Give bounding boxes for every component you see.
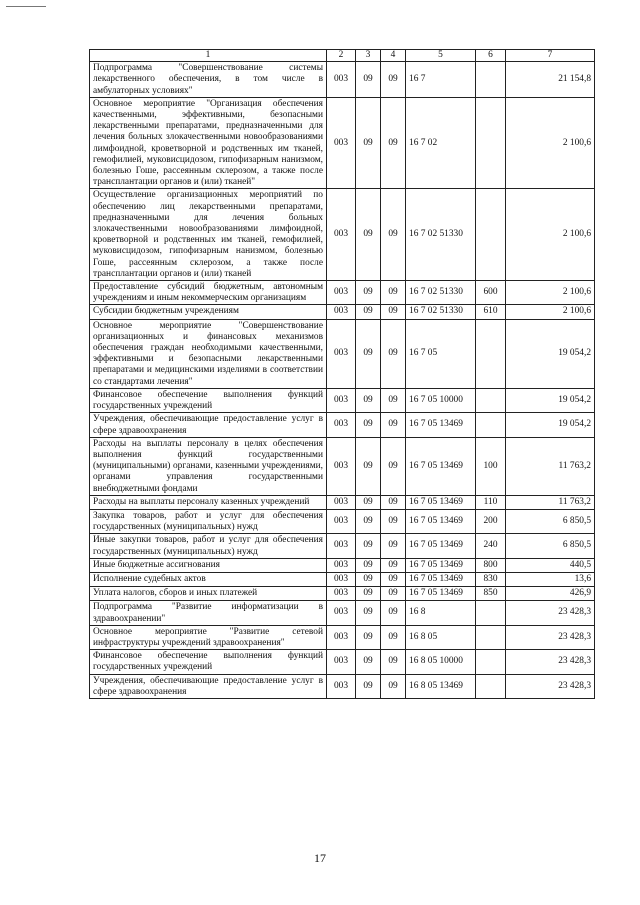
row-rz-code: 09 (356, 650, 381, 674)
row-amount: 13,6 (506, 572, 595, 586)
row-vr-code (476, 650, 506, 674)
row-rz-code: 09 (356, 601, 381, 625)
row-vr-code: 830 (476, 572, 506, 586)
row-rz-code: 09 (356, 305, 381, 319)
header-row (90, 50, 595, 62)
row-pr-code: 09 (381, 572, 406, 586)
row-csr-code: 16 7 05 (406, 319, 476, 388)
row-pr-code: 09 (381, 587, 406, 601)
row-name: Исполнение судебных актов (90, 572, 327, 586)
table-row (90, 587, 595, 601)
row-rz-code: 09 (356, 281, 381, 305)
row-amount: 2 100,6 (506, 305, 595, 319)
table-row (90, 437, 595, 495)
table-row (90, 413, 595, 437)
row-rz-code: 09 (356, 97, 381, 189)
row-gr-code: 003 (327, 625, 356, 649)
row-pr-code: 09 (381, 601, 406, 625)
table-row (90, 281, 595, 305)
row-amount: 440,5 (506, 558, 595, 572)
row-name: Иные бюджетные ассигнования (90, 558, 327, 572)
row-csr-code: 16 7 05 13469 (406, 495, 476, 509)
row-pr-code: 09 (381, 625, 406, 649)
row-csr-code: 16 8 05 13469 (406, 674, 476, 698)
header-cell: 7 (506, 50, 595, 62)
row-name: Основное мероприятие "Совершенствование организационных и финансовых механизмов обеспечения граждан необходимыми качественными, эффективными и безопасными лекарственными препаратами и медицинскими изделиями в соответствии со стандартами лечения" (90, 319, 327, 388)
row-name: Основное мероприятие "Развитие сетевой инфраструктуры учреждений здравоохранения" (90, 625, 327, 649)
row-amount: 19 054,2 (506, 413, 595, 437)
row-csr-code: 16 7 05 13469 (406, 587, 476, 601)
row-pr-code: 09 (381, 650, 406, 674)
table-row (90, 319, 595, 388)
row-gr-code: 003 (327, 587, 356, 601)
row-vr-code (476, 413, 506, 437)
table-row (90, 388, 595, 412)
row-name: Учреждения, обеспечивающие предоставление услуг в сфере здравоохранения (90, 413, 327, 437)
row-gr-code: 003 (327, 674, 356, 698)
row-rz-code: 09 (356, 189, 381, 281)
row-csr-code: 16 7 05 10000 (406, 388, 476, 412)
row-gr-code: 003 (327, 509, 356, 533)
row-name: Иные закупки товаров, работ и услуг для обеспечения государственных (муниципальных) нужд (90, 534, 327, 558)
row-csr-code: 16 7 05 13469 (406, 413, 476, 437)
header-cell: 6 (476, 50, 506, 62)
table-row (90, 625, 595, 649)
row-name: Финансовое обеспечение выполнения функций государственных учреждений (90, 388, 327, 412)
row-vr-code (476, 319, 506, 388)
header-cell: 1 (90, 50, 327, 62)
row-name: Расходы на выплаты персоналу казенных учреждений (90, 495, 327, 509)
row-amount: 23 428,3 (506, 650, 595, 674)
row-pr-code: 09 (381, 674, 406, 698)
row-amount: 11 763,2 (506, 437, 595, 495)
row-amount: 6 850,5 (506, 534, 595, 558)
row-rz-code: 09 (356, 674, 381, 698)
row-gr-code: 003 (327, 388, 356, 412)
row-rz-code: 09 (356, 534, 381, 558)
row-amount: 11 763,2 (506, 495, 595, 509)
row-gr-code: 003 (327, 650, 356, 674)
row-gr-code: 003 (327, 305, 356, 319)
row-csr-code: 16 7 05 13469 (406, 437, 476, 495)
row-pr-code: 09 (381, 495, 406, 509)
row-rz-code: 09 (356, 625, 381, 649)
row-name: Предоставление субсидий бюджетным, автономным учреждениям и иным некоммерческим организациям (90, 281, 327, 305)
header-cell: 5 (406, 50, 476, 62)
row-name: Учреждения, обеспечивающие предоставление услуг в сфере здравоохранения (90, 674, 327, 698)
header-cell: 2 (327, 50, 356, 62)
row-amount: 6 850,5 (506, 509, 595, 533)
row-vr-code: 110 (476, 495, 506, 509)
row-amount: 23 428,3 (506, 601, 595, 625)
table-row (90, 62, 595, 98)
row-name: Основное мероприятие "Организация обеспечения качественными, эффективными, безопасными лекарственными препаратами, предназначенными для лечения больных злокачественными новообразованиями лимфоидной, кроветворной и родственных им тканей, гемофилией, муковисцидозом, гипофизарным нанизмом, болезнью Гоше, рассеянным склерозом, а также после трансплантации органов и (или) тканей" (90, 97, 327, 189)
table-row (90, 601, 595, 625)
row-name: Подпрограмма "Развитие информатизации в здравоохранении" (90, 601, 327, 625)
row-name: Осуществление организационных мероприятий по обеспечению лиц лекарственными препаратами, предназначенными для лечения больных злокачественными новообразованиями лимфоидной, кроветворной и родственных им тканей, гемофилией, муковисцидозом, гипофизарным нанизмом, болезнью Гоше, рассеянным склерозом, а также после трансплантации органов и (или) тканей (90, 189, 327, 281)
row-pr-code: 09 (381, 388, 406, 412)
row-rz-code: 09 (356, 62, 381, 98)
row-vr-code: 200 (476, 509, 506, 533)
header-cell: 3 (356, 50, 381, 62)
row-amount: 19 054,2 (506, 319, 595, 388)
row-rz-code: 09 (356, 413, 381, 437)
row-gr-code: 003 (327, 62, 356, 98)
row-csr-code: 16 8 05 (406, 625, 476, 649)
row-vr-code (476, 601, 506, 625)
row-vr-code: 600 (476, 281, 506, 305)
row-gr-code: 003 (327, 601, 356, 625)
row-pr-code: 09 (381, 534, 406, 558)
header-cell: 4 (381, 50, 406, 62)
table-row (90, 572, 595, 586)
row-rz-code: 09 (356, 587, 381, 601)
row-amount: 2 100,6 (506, 281, 595, 305)
row-gr-code: 003 (327, 437, 356, 495)
row-rz-code: 09 (356, 319, 381, 388)
row-gr-code: 003 (327, 413, 356, 437)
row-pr-code: 09 (381, 509, 406, 533)
table-row (90, 97, 595, 189)
row-amount: 19 054,2 (506, 388, 595, 412)
row-pr-code: 09 (381, 305, 406, 319)
row-pr-code: 09 (381, 413, 406, 437)
budget-table (89, 49, 595, 699)
row-rz-code: 09 (356, 558, 381, 572)
row-amount: 23 428,3 (506, 625, 595, 649)
row-rz-code: 09 (356, 572, 381, 586)
row-csr-code: 16 7 05 13469 (406, 558, 476, 572)
row-csr-code: 16 7 05 13469 (406, 572, 476, 586)
row-vr-code: 100 (476, 437, 506, 495)
row-gr-code: 003 (327, 534, 356, 558)
row-pr-code: 09 (381, 319, 406, 388)
row-vr-code (476, 674, 506, 698)
page-number: 17 (314, 851, 326, 865)
table-row (90, 495, 595, 509)
row-amount: 2 100,6 (506, 189, 595, 281)
table-row (90, 189, 595, 281)
table-row (90, 509, 595, 533)
row-pr-code: 09 (381, 558, 406, 572)
row-name: Подпрограмма "Совершенствование системы лекарственного обеспечения, в том числе в амбулаторных условиях" (90, 62, 327, 98)
row-vr-code (476, 625, 506, 649)
row-vr-code: 240 (476, 534, 506, 558)
row-gr-code: 003 (327, 495, 356, 509)
row-gr-code: 003 (327, 558, 356, 572)
row-pr-code: 09 (381, 437, 406, 495)
row-rz-code: 09 (356, 509, 381, 533)
row-gr-code: 003 (327, 319, 356, 388)
row-vr-code (476, 189, 506, 281)
scan-mark (6, 6, 46, 7)
row-pr-code: 09 (381, 189, 406, 281)
table-row (90, 674, 595, 698)
row-csr-code: 16 7 02 51330 (406, 189, 476, 281)
row-vr-code: 800 (476, 558, 506, 572)
row-rz-code: 09 (356, 495, 381, 509)
row-pr-code: 09 (381, 97, 406, 189)
row-name: Субсидии бюджетным учреждениям (90, 305, 327, 319)
row-name: Уплата налогов, сборов и иных платежей (90, 587, 327, 601)
row-amount: 23 428,3 (506, 674, 595, 698)
row-rz-code: 09 (356, 437, 381, 495)
row-amount: 21 154,8 (506, 62, 595, 98)
row-csr-code: 16 8 (406, 601, 476, 625)
row-gr-code: 003 (327, 281, 356, 305)
row-gr-code: 003 (327, 572, 356, 586)
table-row (90, 558, 595, 572)
row-csr-code: 16 7 02 51330 (406, 281, 476, 305)
row-amount: 2 100,6 (506, 97, 595, 189)
table-row (90, 534, 595, 558)
row-rz-code: 09 (356, 388, 381, 412)
row-name: Финансовое обеспечение выполнения функций государственных учреждений (90, 650, 327, 674)
row-csr-code: 16 8 05 10000 (406, 650, 476, 674)
row-pr-code: 09 (381, 281, 406, 305)
row-vr-code: 610 (476, 305, 506, 319)
row-vr-code (476, 62, 506, 98)
row-vr-code (476, 97, 506, 189)
row-vr-code (476, 388, 506, 412)
row-gr-code: 003 (327, 97, 356, 189)
row-pr-code: 09 (381, 62, 406, 98)
table-row (90, 650, 595, 674)
row-csr-code: 16 7 02 (406, 97, 476, 189)
row-name: Закупка товаров, работ и услуг для обеспечения государственных (муниципальных) нужд (90, 509, 327, 533)
row-csr-code: 16 7 05 13469 (406, 509, 476, 533)
row-vr-code: 850 (476, 587, 506, 601)
row-amount: 426,9 (506, 587, 595, 601)
row-name: Расходы на выплаты персоналу в целях обеспечения выполнения функций государственными (муниципальными) органами, казенными учреждениями, органами управления государственными внебюджетными фондами (90, 437, 327, 495)
row-csr-code: 16 7 (406, 62, 476, 98)
row-csr-code: 16 7 02 51330 (406, 305, 476, 319)
row-gr-code: 003 (327, 189, 356, 281)
table-row (90, 305, 595, 319)
row-csr-code: 16 7 05 13469 (406, 534, 476, 558)
